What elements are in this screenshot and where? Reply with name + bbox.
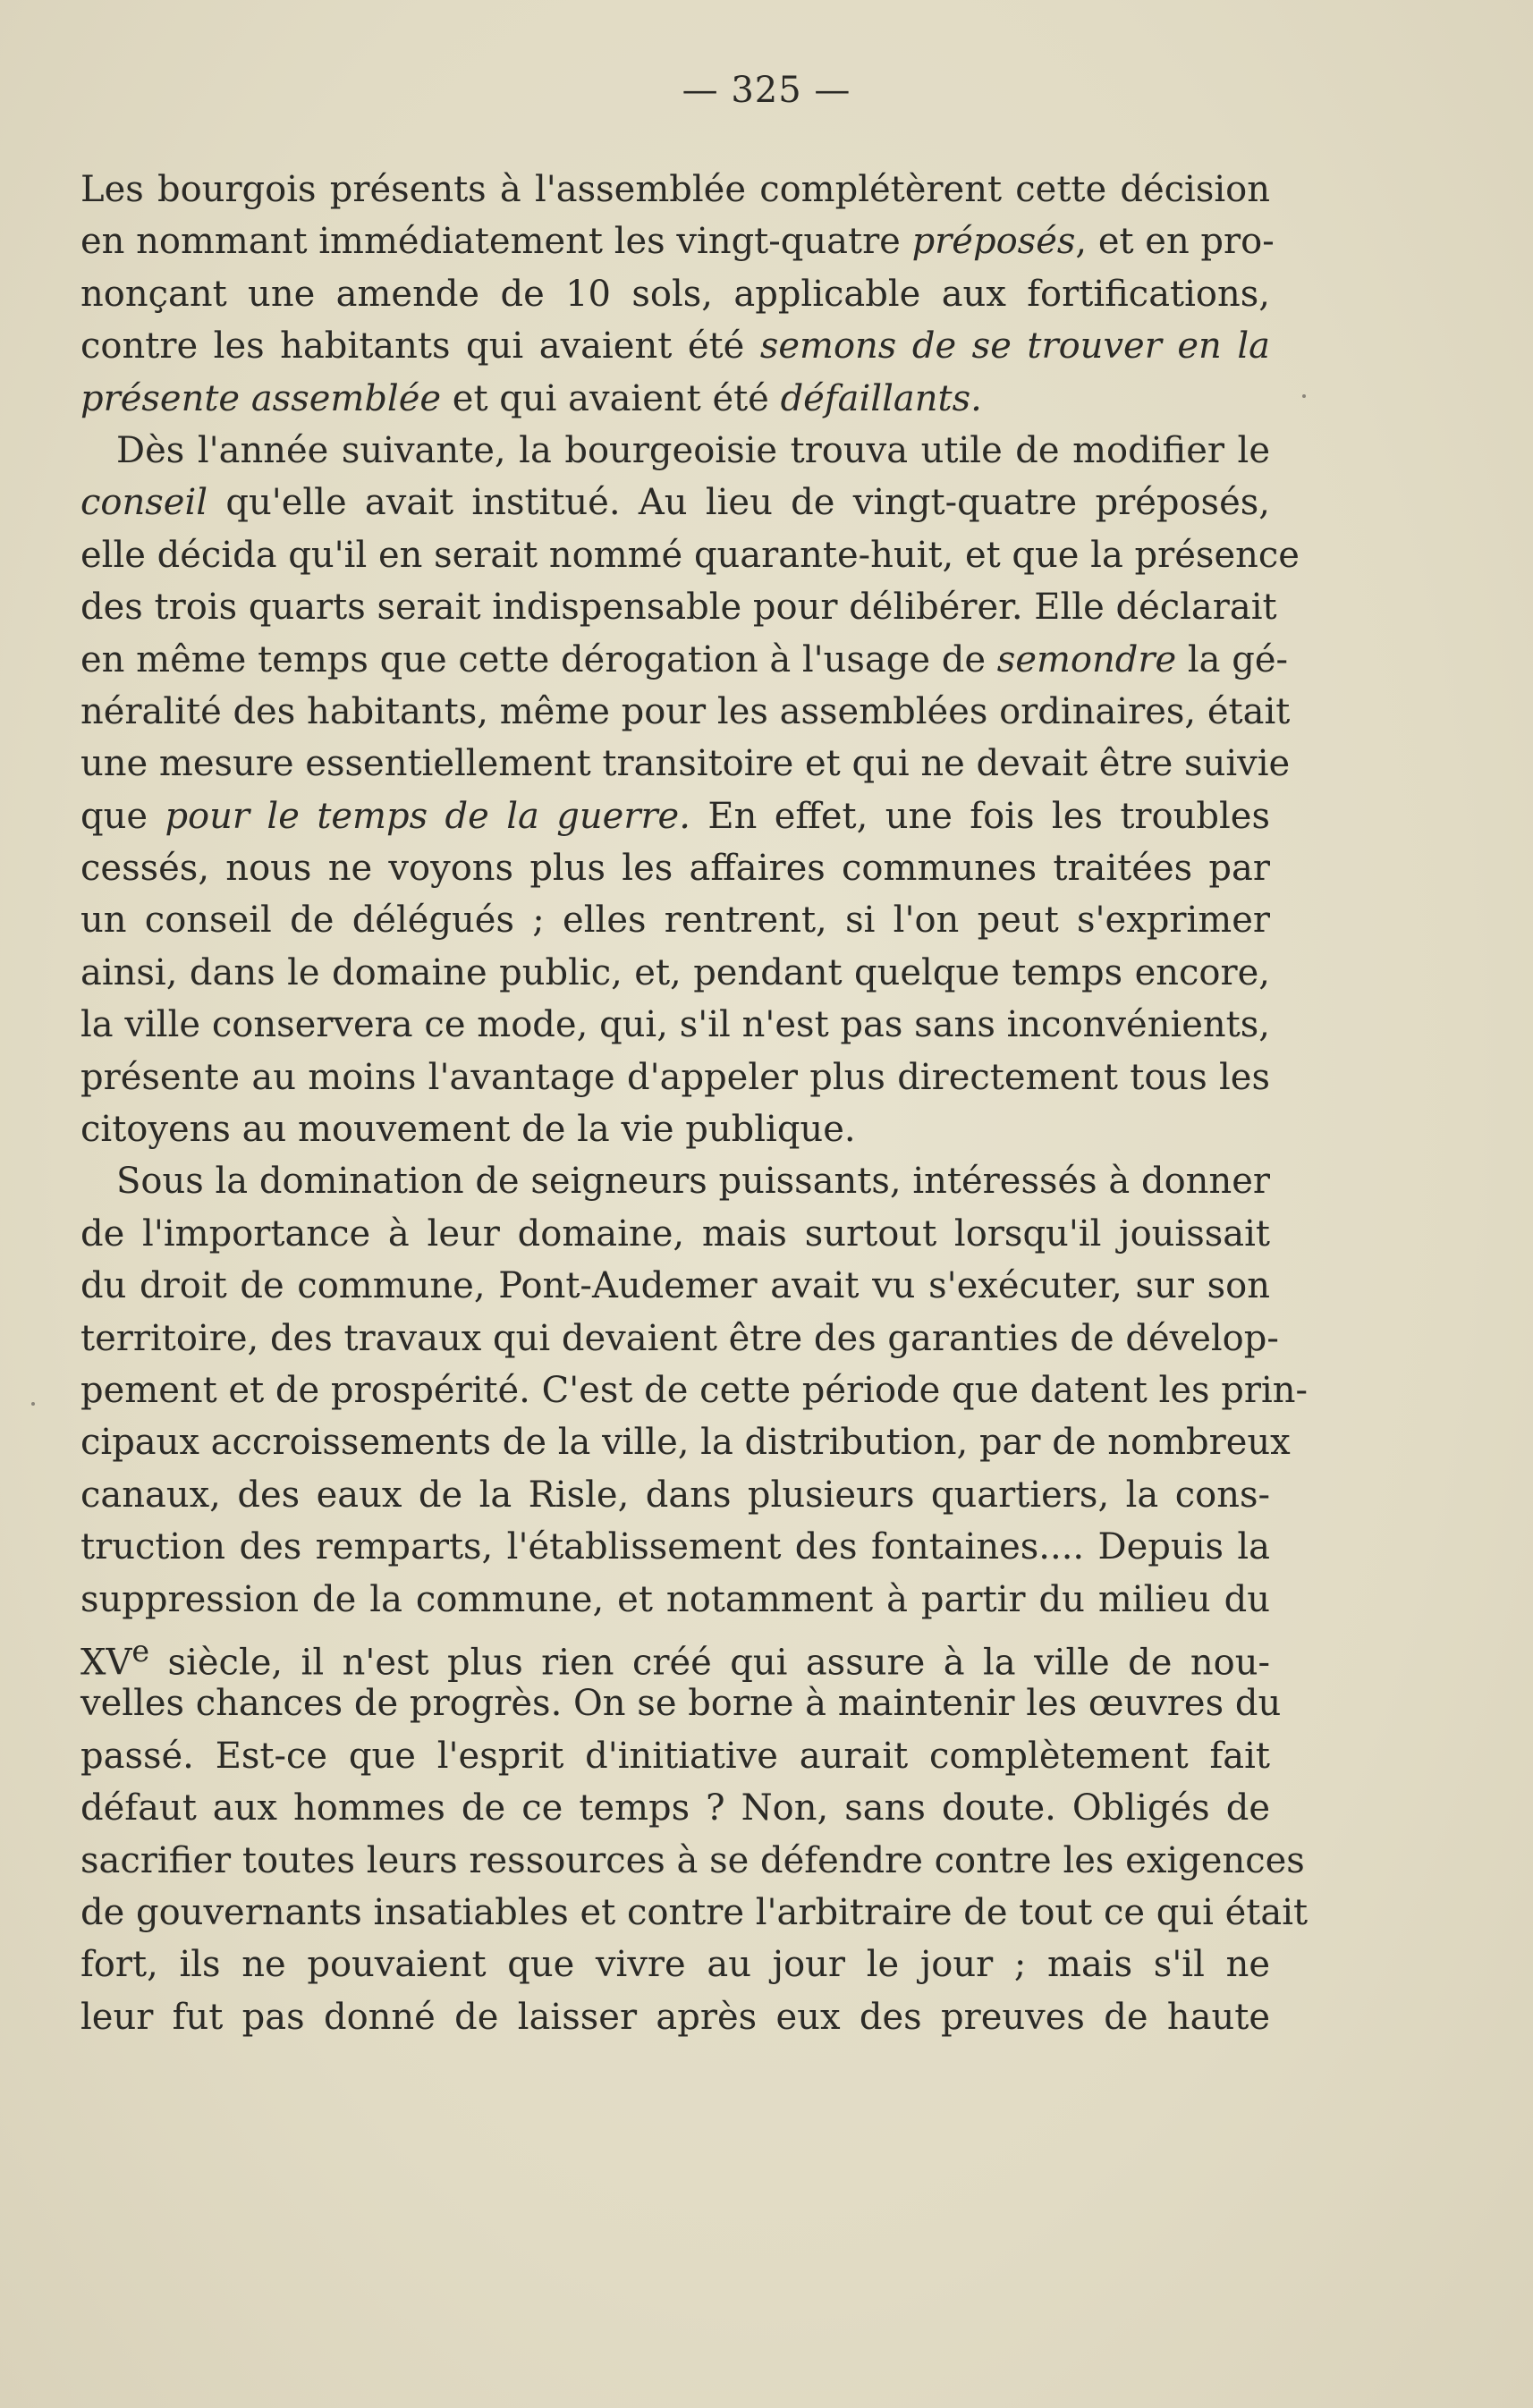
text-line: du droit de commune, Pont-Audemer avait vu s'exécuter, sur son — [80, 1265, 1270, 1307]
text-line: en même temps que cette dérogation à l'usage de semondre la gé- — [80, 638, 1289, 680]
text-line: de gouvernants insatiables et contre l'arbitraire de tout ce qui était — [80, 1891, 1309, 1933]
text-line: pement et de prospérité. C'est de cette période que datent les prin- — [80, 1369, 1309, 1411]
text-line: Les bourgois présents à l'assemblée complétèrent cette décision — [80, 169, 1270, 210]
text-line: leur fut pas donné de laisser après eux des preuves de haute — [80, 1996, 1270, 2038]
text-line: suppression de la commune, et notamment à partir du milieu du — [80, 1578, 1270, 1620]
text-line: la ville conservera ce mode, qui, s'il n'est pas sans inconvénients, — [80, 1004, 1270, 1046]
text-line: elle décida qu'il en serait nommé quarante-huit, et que la présence — [80, 534, 1300, 576]
text-line: conseil qu'elle avait institué. Au lieu de vingt-quatre préposés, — [80, 482, 1270, 524]
text-line: passé. Est-ce que l'esprit d'initiative aurait complètement fait — [80, 1735, 1270, 1777]
paper-speck — [1302, 394, 1306, 398]
text-line: défaut aux hommes de ce temps ? Non, sans doute. Obligés de — [80, 1787, 1270, 1829]
body-text — [80, 164, 1309, 2043]
text-line: de l'importance à leur domaine, mais surtout lorsqu'il jouissait — [80, 1212, 1270, 1255]
text-line: en nommant immédiatement les vingt-quatre préposés, et en pro- — [80, 221, 1275, 263]
text-line: des trois quarts serait indispensable pour délibérer. Elle déclarait — [80, 587, 1277, 629]
text-line: présente au moins l'avantage d'appeler plus directement tous les — [80, 1056, 1270, 1098]
text-line: Dès l'année suivante, la bourgeoisie trouva utile de modifier le — [116, 429, 1270, 471]
text-line: présente assemblée et qui avaient été défaillants. — [80, 377, 982, 419]
text-line: contre les habitants qui avaient été semons de se trouver en la — [80, 325, 1270, 368]
text-line: ainsi, dans le domaine public, et, pendant quelque temps encore, — [80, 951, 1270, 993]
page-number: — 325 — — [682, 70, 851, 111]
text-line: que pour le temps de la guerre. En effet, une fois les troubles — [80, 795, 1270, 837]
text-line: truction des remparts, l'établissement des fontaines.... Depuis la — [80, 1526, 1270, 1568]
paper-speck — [31, 1402, 35, 1406]
text-line: canaux, des eaux de la Risle, dans plusieurs quartiers, la cons- — [80, 1474, 1270, 1516]
text-line: velles chances de progrès. On se borne à maintenir les œuvres du — [80, 1683, 1282, 1725]
text-line: néralité des habitants, même pour les assemblées ordinaires, était — [80, 690, 1291, 732]
text-line: une mesure essentiellement transitoire et qui ne devait être suivie — [80, 743, 1291, 785]
text-line: territoire, des travaux qui devaient être des garanties de dévelop- — [80, 1317, 1279, 1359]
text-line: XVe siècle, il n'est plus rien créé qui assure à la ville de nou- — [80, 1633, 1270, 1684]
text-line: citoyens au mouvement de la vie publique. — [80, 1109, 856, 1151]
text-line: fort, ils ne pouvaient que vivre au jour le jour ; mais s'il ne — [80, 1944, 1270, 1986]
text-line: cessés, nous ne voyons plus les affaires communes traitées par — [80, 848, 1270, 890]
text-line: nonçant une amende de 10 sols, applicable aux fortifications, — [80, 273, 1270, 315]
text-line: Sous la domination de seigneurs puissants, intéressés à donner — [116, 1161, 1270, 1203]
text-line: un conseil de délégués ; elles rentrent, si l'on peut s'exprimer — [80, 900, 1270, 942]
text-line: cipaux accroissements de la ville, la distribution, par de nombreux — [80, 1422, 1291, 1464]
text-line: sacrifier toutes leurs ressources à se défendre contre les exigences — [80, 1839, 1305, 1881]
